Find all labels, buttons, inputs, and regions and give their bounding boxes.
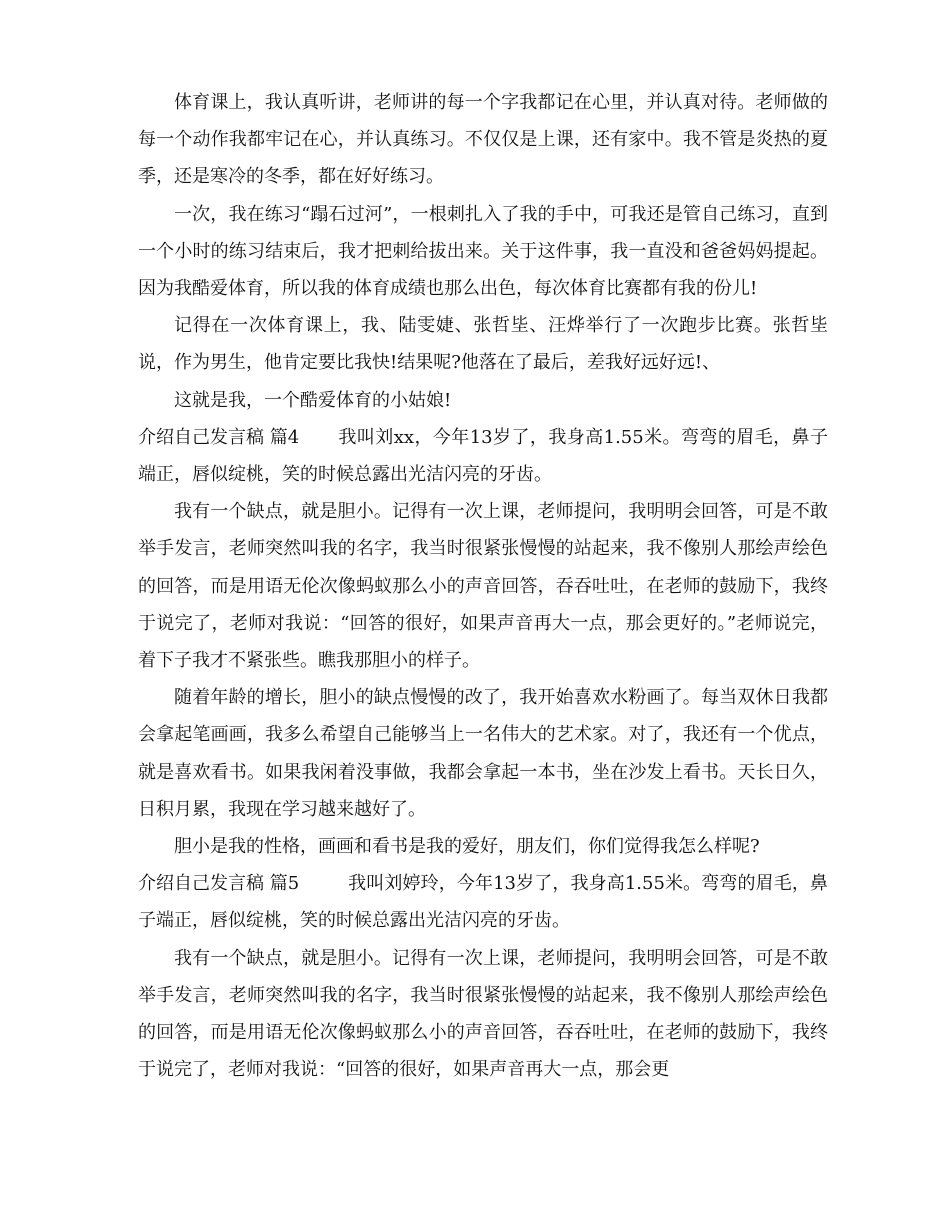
section-4-intro: 我叫刘xx，今年13岁了，我身高1.55米。弯弯的眉毛，鼻子端正，唇似绽桃，笑的时候总露出光洁闪亮的牙齿。 — [138, 426, 828, 486]
body-paragraph-4: 这就是我，一个酷爱体育的小姑娘! — [174, 389, 452, 411]
section-4-paragraph-3: 胆小是我的性格，画画和看书是我的爱好，朋友们，你们觉得我怎么样呢? — [174, 836, 760, 858]
section-4-heading-line — [138, 419, 828, 493]
section-4-paragraph-1: 我有一个缺点，就是胆小。记得有一次上课，老师提问，我明明会回答，可是不敢举手发言，老师突然叫我的名字，我当时很紧张慢慢的站起来，我不像别人那绘声绘色的回答，而是用语无伦次像蚂蚁那么小的声音回答，吞吞吐吐，在老师的鼓励下，我终于说完了，老师对我说：“回答的很好，如果声音再大一点，那会更好的。”老师说完，着下子我才不紧张些。瞧我那胆小的样子。 — [138, 501, 828, 672]
body-paragraph-1: 体育课上，我认真听讲，老师讲的每一个字我都记在心里，并认真对待。老师做的每一个动作我都牢记在心，并认真练习。不仅仅是上课，还有家中。我不管是炎热的夏季，还是寒冷的冬季，都在好好练习。 — [138, 92, 828, 188]
body-paragraph-3: 记得在一次体育课上，我、陆雯婕、张哲坒、汪烨举行了一次跑步比赛。张哲坒说，作为男生，他肯定要比我快!结果呢?他落在了最后，差我好远好远!、 — [138, 315, 828, 374]
section-5-heading-line — [138, 865, 828, 939]
document-body — [138, 0, 828, 1088]
body-paragraph-2: 一次，我在练习“蹋石过河”，一根刺扎入了我的手中，可我还是管自己练习，直到一个小时的练习结束后，我才把刺给拔出来。关于这件事，我一直没和爸爸妈妈提起。 因为我酷爱体育，所以我的体育成绩也那么出色，每次体育比赛都有我的份儿! — [138, 203, 828, 300]
section-5-paragraph-1: 我有一个缺点，就是胆小。记得有一次上课，老师提问，我明明会回答，可是不敢举手发言，老师突然叫我的名字，我当时很紧张慢慢的站起来，我不像别人那绘声绘色的回答，而是用语无伦次像蚂蚁那么小的声音回答，吞吞吐吐，在老师的鼓励下，我终于说完了，老师对我说：“回答的很好，如果声音再大一点，那会更 — [138, 947, 828, 1081]
section-4-title: 介绍自己发言稿 篇4 — [138, 426, 300, 448]
section-5-title: 介绍自己发言稿 篇5 — [138, 873, 300, 895]
section-5-intro: 我叫刘婷玲，今年13岁了，我身高1.55米。弯弯的眉毛，鼻子端正，唇似绽桃，笑的时候总露出光洁闪亮的牙齿。 — [138, 873, 828, 932]
section-4-paragraph-2: 随着年龄的增长，胆小的缺点慢慢的改了，我开始喜欢水粉画了。每当双休日我都会拿起笔画画，我多么希望自己能够当上一名伟大的艺术家。对了，我还有一个优点，就是喜欢看书。如果我闲着没事做，我都会拿起一本书，坐在沙发上看书。天长日久，日积月累，我现在学习越来越好了。 — [138, 687, 828, 820]
